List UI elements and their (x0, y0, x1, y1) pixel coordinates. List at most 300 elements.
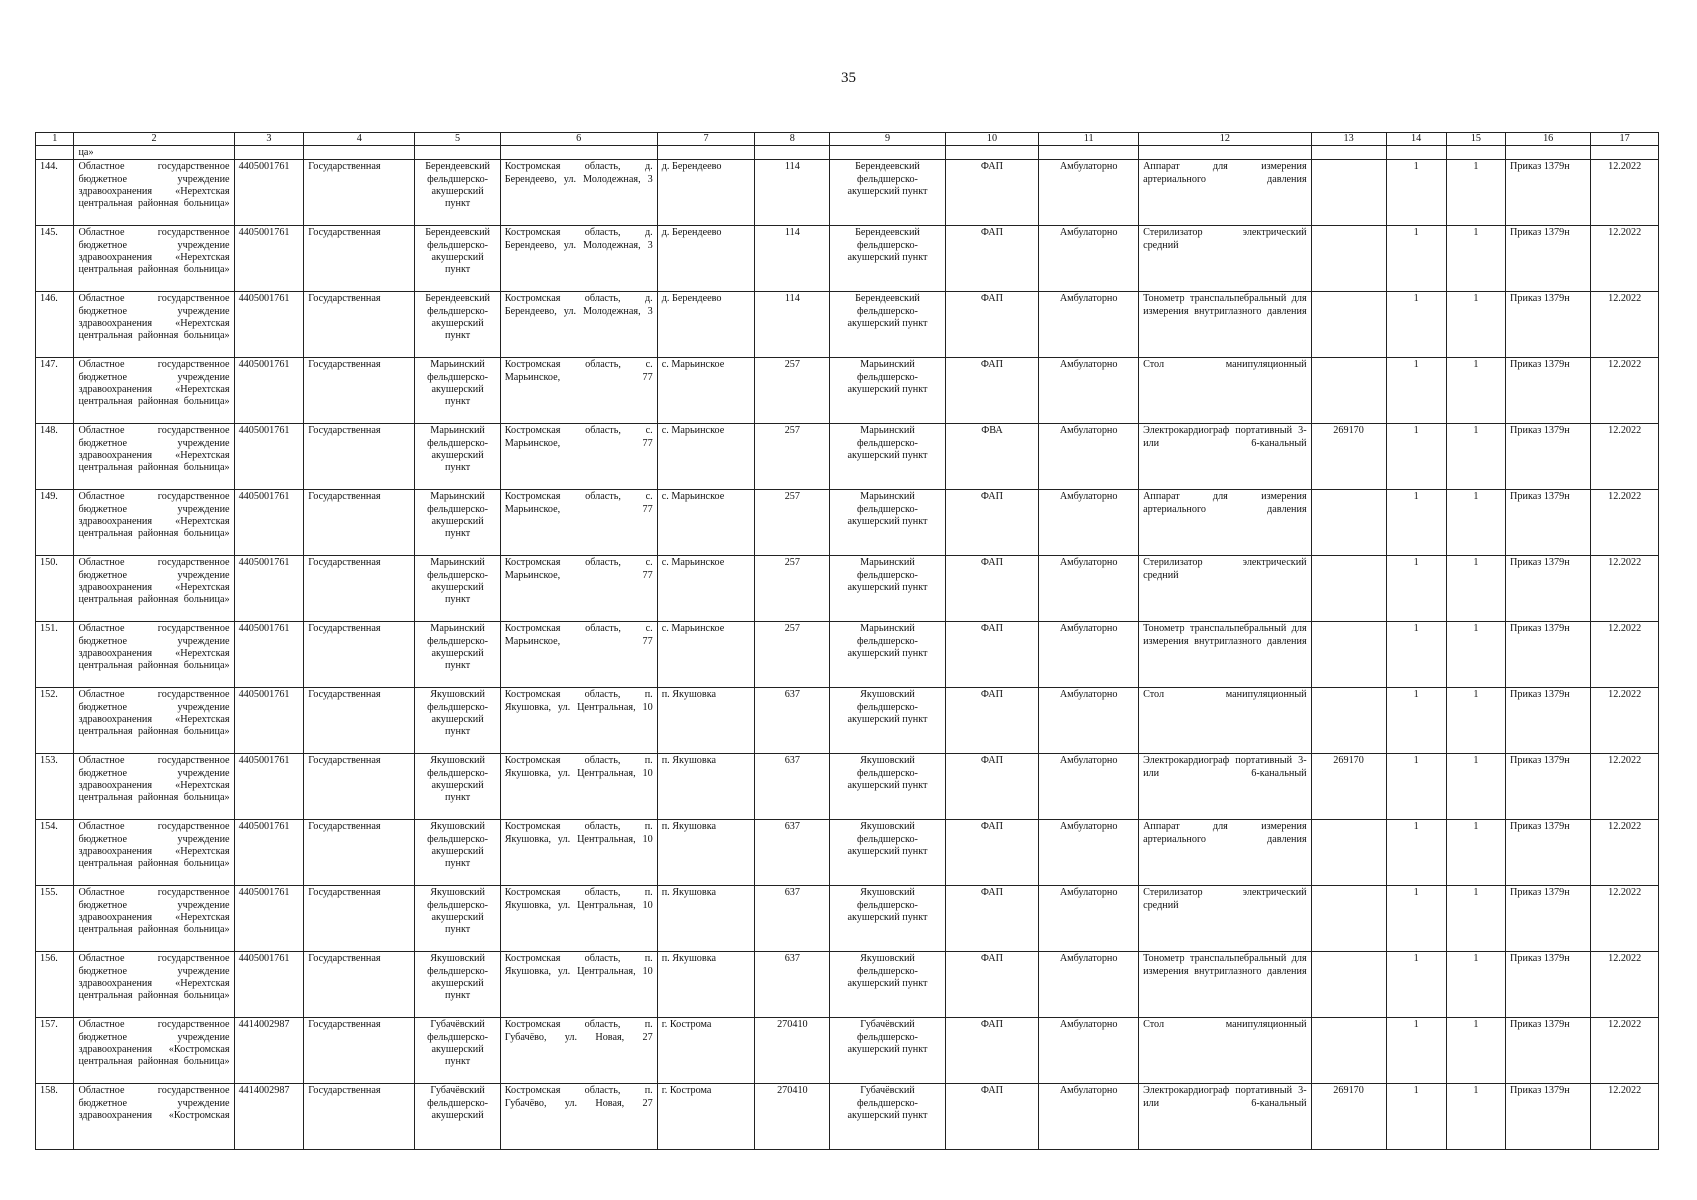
cell-order-ref: Приказ 1379н (1506, 358, 1591, 424)
cell-equipment-name: Аппарат для измерения артериального давления (1139, 160, 1312, 226)
cell-locality: с. Марьинское (657, 622, 755, 688)
cell-empty (415, 146, 500, 160)
cell-structural-unit: Марьинский фельдшерско-акушерский пункт (830, 424, 945, 490)
cell-organization-name: Областное государственное бюджетное учреждение здравоохранения «Нерехтская центральная районная больница» (74, 754, 234, 820)
cell-equipment-code (1311, 556, 1386, 622)
cell-inn: 4405001761 (234, 688, 304, 754)
cell-structural-unit: Губачёвский фельдшерско-акушерский пункт (830, 1084, 945, 1150)
cell-unit-type: ФАП (945, 1018, 1039, 1084)
column-header-15: 15 (1446, 133, 1505, 146)
cell-unit-type: ФАП (945, 358, 1039, 424)
cell-equipment-name: Стерилизатор электрический средний (1139, 226, 1312, 292)
cell-structural-unit: Якушовский фельдшерско-акушерский пункт (830, 820, 945, 886)
cell-inn: 4405001761 (234, 226, 304, 292)
column-number-row (36, 133, 1659, 146)
cell-row-number: 152. (36, 688, 74, 754)
cell-locality: п. Якушовка (657, 688, 755, 754)
cell-unit-type: ФАП (945, 952, 1039, 1018)
column-header-12: 12 (1139, 133, 1312, 146)
cell-inn: 4405001761 (234, 160, 304, 226)
cell-quantity-needed: 1 (1386, 292, 1446, 358)
cell-structural-unit: Марьинский фельдшерско-акушерский пункт (830, 358, 945, 424)
cell-locality: с. Марьинское (657, 556, 755, 622)
table-row (36, 556, 1659, 622)
cell-population: 637 (755, 754, 830, 820)
cell-quantity-needed: 1 (1386, 424, 1446, 490)
table-row (36, 952, 1659, 1018)
cell-equipment-name: Стерилизатор электрический средний (1139, 556, 1312, 622)
cell-locality: г. Кострома (657, 1084, 755, 1150)
cell-date: 12.2022 (1591, 292, 1659, 358)
cell-locality: с. Марьинское (657, 358, 755, 424)
cell-inn: 4405001761 (234, 820, 304, 886)
cell-row-number: 154. (36, 820, 74, 886)
column-header-2: 2 (74, 133, 234, 146)
column-header-4: 4 (304, 133, 415, 146)
cell-equipment-name: Тонометр транспальпебральный для измерения внутриглазного давления (1139, 952, 1312, 1018)
cell-ownership: Государственная (304, 886, 415, 952)
cell-equipment-name: Стерилизатор электрический средний (1139, 886, 1312, 952)
cell-row-number: 147. (36, 358, 74, 424)
cell-unit-name: Марьинский фельдшерско-акушерский пункт (415, 622, 500, 688)
cell-organization-name: Областное государственное бюджетное учреждение здравоохранения «Костромская центральная районная больница» (74, 1018, 234, 1084)
cell-quantity-planned: 1 (1446, 160, 1505, 226)
cell-order-ref: Приказ 1379н (1506, 1084, 1591, 1150)
cell-structural-unit: Берендеевский фельдшерско-акушерский пункт (830, 226, 945, 292)
table-row (36, 226, 1659, 292)
table-row (36, 424, 1659, 490)
cell-organization-name: Областное государственное бюджетное учреждение здравоохранения «Нерехтская центральная районная больница» (74, 622, 234, 688)
cell-locality: с. Марьинское (657, 424, 755, 490)
cell-unit-type: ФАП (945, 886, 1039, 952)
cell-equipment-code (1311, 292, 1386, 358)
cell-equipment-name: Стол манипуляционный (1139, 688, 1312, 754)
cell-organization-name: Областное государственное бюджетное учреждение здравоохранения «Нерехтская центральная районная больница» (74, 556, 234, 622)
cell-population: 270410 (755, 1084, 830, 1150)
cell-row-number: 146. (36, 292, 74, 358)
table-row (36, 160, 1659, 226)
cell-date: 12.2022 (1591, 424, 1659, 490)
cell-quantity-planned: 1 (1446, 424, 1505, 490)
cell-population: 637 (755, 820, 830, 886)
cell-order-ref: Приказ 1379н (1506, 490, 1591, 556)
cell-care-mode: Амбулаторно (1039, 556, 1139, 622)
cell-equipment-name: Тонометр транспальпебральный для измерения внутриглазного давления (1139, 622, 1312, 688)
cell-structural-unit: Якушовский фельдшерско-акушерский пункт (830, 952, 945, 1018)
cell-address: Костромская область, д. Берендеево, ул. Молодежная, 3 (500, 160, 657, 226)
cell-equipment-code (1311, 226, 1386, 292)
cell-organization-name: Областное государственное бюджетное учреждение здравоохранения «Нерехтская центральная районная больница» (74, 820, 234, 886)
cell-quantity-planned: 1 (1446, 688, 1505, 754)
cell-care-mode: Амбулаторно (1039, 160, 1139, 226)
cell-date: 12.2022 (1591, 886, 1659, 952)
cell-row-number: 145. (36, 226, 74, 292)
cell-quantity-needed: 1 (1386, 622, 1446, 688)
column-header-14: 14 (1386, 133, 1446, 146)
cell-empty (234, 146, 304, 160)
column-header-16: 16 (1506, 133, 1591, 146)
cell-unit-name: Якушовский фельдшерско-акушерский пункт (415, 886, 500, 952)
table-body (36, 146, 1659, 1150)
cell-unit-type: ФАП (945, 820, 1039, 886)
cell-population: 257 (755, 490, 830, 556)
cell-unit-type: ФАП (945, 556, 1039, 622)
cell-care-mode: Амбулаторно (1039, 622, 1139, 688)
cell-equipment-code (1311, 952, 1386, 1018)
cell-order-ref: Приказ 1379н (1506, 952, 1591, 1018)
cell-unit-type: ФАП (945, 160, 1039, 226)
cell-row-number: 156. (36, 952, 74, 1018)
cell-empty (500, 146, 657, 160)
cell-address: Костромская область, с. Марьинское, 77 (500, 556, 657, 622)
cell-unit-name: Берендеевский фельдшерско-акушерский пункт (415, 160, 500, 226)
cell-care-mode: Амбулаторно (1039, 820, 1139, 886)
cell-structural-unit: Якушовский фельдшерско-акушерский пункт (830, 754, 945, 820)
cell-locality: д. Берендеево (657, 226, 755, 292)
cell-care-mode: Амбулаторно (1039, 1084, 1139, 1150)
cell-order-ref: Приказ 1379н (1506, 160, 1591, 226)
cell-inn: 4414002987 (234, 1084, 304, 1150)
cell-population: 114 (755, 160, 830, 226)
cell-population: 637 (755, 688, 830, 754)
cell-quantity-needed: 1 (1386, 160, 1446, 226)
column-header-3: 3 (234, 133, 304, 146)
cell-organization-name: Областное государственное бюджетное учреждение здравоохранения «Нерехтская центральная районная больница» (74, 490, 234, 556)
cell-empty (1039, 146, 1139, 160)
cell-inn: 4405001761 (234, 952, 304, 1018)
cell-care-mode: Амбулаторно (1039, 952, 1139, 1018)
table-row (36, 358, 1659, 424)
cell-empty (1446, 146, 1505, 160)
cell-empty (304, 146, 415, 160)
cell-order-ref: Приказ 1379н (1506, 754, 1591, 820)
cell-address: Костромская область, п. Якушовка, ул. Центральная, 10 (500, 820, 657, 886)
cell-inn: 4405001761 (234, 886, 304, 952)
cell-equipment-code (1311, 622, 1386, 688)
cell-unit-type: ФАП (945, 292, 1039, 358)
cell-population: 637 (755, 886, 830, 952)
cell-unit-type: ФВА (945, 424, 1039, 490)
column-header-10: 10 (945, 133, 1039, 146)
cell-continuation-num (36, 146, 74, 160)
cell-quantity-planned: 1 (1446, 292, 1505, 358)
cell-locality: п. Якушовка (657, 952, 755, 1018)
table-row (36, 688, 1659, 754)
cell-unit-name: Берендеевский фельдшерско-акушерский пункт (415, 292, 500, 358)
cell-row-number: 150. (36, 556, 74, 622)
cell-care-mode: Амбулаторно (1039, 424, 1139, 490)
cell-ownership: Государственная (304, 754, 415, 820)
cell-row-number: 149. (36, 490, 74, 556)
cell-population: 257 (755, 358, 830, 424)
cell-date: 12.2022 (1591, 1018, 1659, 1084)
page-number: 35 (841, 70, 856, 86)
cell-quantity-needed: 1 (1386, 952, 1446, 1018)
column-header-6: 6 (500, 133, 657, 146)
cell-quantity-needed: 1 (1386, 556, 1446, 622)
cell-equipment-code: 269170 (1311, 424, 1386, 490)
cell-equipment-name: Тонометр транспальпебральный для измерения внутриглазного давления (1139, 292, 1312, 358)
cell-equipment-name: Аппарат для измерения артериального давления (1139, 490, 1312, 556)
cell-structural-unit: Якушовский фельдшерско-акушерский пункт (830, 688, 945, 754)
cell-care-mode: Амбулаторно (1039, 490, 1139, 556)
cell-address: Костромская область, п. Якушовка, ул. Центральная, 10 (500, 952, 657, 1018)
cell-empty (1386, 146, 1446, 160)
cell-ownership: Государственная (304, 226, 415, 292)
cell-structural-unit: Губачёвский фельдшерско-акушерский пункт (830, 1018, 945, 1084)
cell-ownership: Государственная (304, 622, 415, 688)
cell-quantity-planned: 1 (1446, 358, 1505, 424)
cell-ownership: Государственная (304, 160, 415, 226)
cell-equipment-name: Электрокардиограф портативный 3- или 6-канальный (1139, 424, 1312, 490)
cell-date: 12.2022 (1591, 820, 1659, 886)
column-header-8: 8 (755, 133, 830, 146)
cell-order-ref: Приказ 1379н (1506, 556, 1591, 622)
cell-unit-name: Марьинский фельдшерско-акушерский пункт (415, 424, 500, 490)
cell-unit-name: Губачёвский фельдшерско-акушерский пункт (415, 1018, 500, 1084)
cell-equipment-name: Электрокардиограф портативный 3- или 6-канальный (1139, 1084, 1312, 1150)
cell-unit-type: ФАП (945, 688, 1039, 754)
cell-unit-name: Губачёвский фельдшерско-акушерский (415, 1084, 500, 1150)
cell-equipment-name: Аппарат для измерения артериального давления (1139, 820, 1312, 886)
cell-address: Костромская область, п. Якушовка, ул. Центральная, 10 (500, 886, 657, 952)
cell-equipment-code (1311, 490, 1386, 556)
cell-quantity-planned: 1 (1446, 226, 1505, 292)
cell-empty (1311, 146, 1386, 160)
cell-quantity-planned: 1 (1446, 622, 1505, 688)
cell-unit-type: ФАП (945, 1084, 1039, 1150)
cell-address: Костромская область, с. Марьинское, 77 (500, 358, 657, 424)
cell-locality: п. Якушовка (657, 754, 755, 820)
cell-continuation-org: ца» (74, 146, 234, 160)
cell-inn: 4405001761 (234, 292, 304, 358)
cell-unit-type: ФАП (945, 754, 1039, 820)
cell-locality: д. Берендеево (657, 292, 755, 358)
cell-locality: с. Марьинское (657, 490, 755, 556)
cell-quantity-planned: 1 (1446, 490, 1505, 556)
table-row (36, 622, 1659, 688)
cell-row-number: 153. (36, 754, 74, 820)
cell-empty (755, 146, 830, 160)
cell-ownership: Государственная (304, 358, 415, 424)
table-row (36, 886, 1659, 952)
column-header-9: 9 (830, 133, 945, 146)
cell-inn: 4405001761 (234, 424, 304, 490)
cell-population: 257 (755, 424, 830, 490)
cell-order-ref: Приказ 1379н (1506, 1018, 1591, 1084)
cell-ownership: Государственная (304, 952, 415, 1018)
cell-ownership: Государственная (304, 820, 415, 886)
cell-inn: 4405001761 (234, 622, 304, 688)
cell-quantity-planned: 1 (1446, 952, 1505, 1018)
cell-organization-name: Областное государственное бюджетное учреждение здравоохранения «Нерехтская центральная районная больница» (74, 358, 234, 424)
cell-organization-name: Областное государственное бюджетное учреждение здравоохранения «Нерехтская центральная районная больница» (74, 886, 234, 952)
column-header-1: 1 (36, 133, 74, 146)
cell-order-ref: Приказ 1379н (1506, 424, 1591, 490)
cell-quantity-needed: 1 (1386, 754, 1446, 820)
cell-population: 637 (755, 952, 830, 1018)
cell-equipment-name: Стол манипуляционный (1139, 358, 1312, 424)
cell-quantity-needed: 1 (1386, 358, 1446, 424)
cell-care-mode: Амбулаторно (1039, 1018, 1139, 1084)
cell-unit-type: ФАП (945, 226, 1039, 292)
cell-structural-unit: Марьинский фельдшерско-акушерский пункт (830, 622, 945, 688)
cell-date: 12.2022 (1591, 952, 1659, 1018)
column-header-5: 5 (415, 133, 500, 146)
cell-date: 12.2022 (1591, 556, 1659, 622)
cell-date: 12.2022 (1591, 226, 1659, 292)
cell-unit-name: Берендеевский фельдшерско-акушерский пункт (415, 226, 500, 292)
cell-quantity-planned: 1 (1446, 556, 1505, 622)
table-row (36, 754, 1659, 820)
cell-structural-unit: Якушовский фельдшерско-акушерский пункт (830, 886, 945, 952)
cell-locality: п. Якушовка (657, 820, 755, 886)
cell-row-number: 148. (36, 424, 74, 490)
cell-empty (1139, 146, 1312, 160)
cell-organization-name: Областное государственное бюджетное учреждение здравоохранения «Нерехтская центральная районная больница» (74, 424, 234, 490)
cell-quantity-needed: 1 (1386, 1018, 1446, 1084)
cell-date: 12.2022 (1591, 754, 1659, 820)
cell-population: 114 (755, 292, 830, 358)
cell-care-mode: Амбулаторно (1039, 688, 1139, 754)
table-row (36, 1018, 1659, 1084)
cell-inn: 4405001761 (234, 358, 304, 424)
cell-care-mode: Амбулаторно (1039, 292, 1139, 358)
cell-inn: 4405001761 (234, 556, 304, 622)
cell-care-mode: Амбулаторно (1039, 754, 1139, 820)
cell-equipment-code: 269170 (1311, 1084, 1386, 1150)
cell-locality: д. Берендеево (657, 160, 755, 226)
cell-row-number: 151. (36, 622, 74, 688)
equipment-register-table (35, 132, 1659, 1150)
cell-date: 12.2022 (1591, 160, 1659, 226)
cell-organization-name: Областное государственное бюджетное учреждение здравоохранения «Нерехтская центральная районная больница» (74, 160, 234, 226)
cell-order-ref: Приказ 1379н (1506, 226, 1591, 292)
cell-quantity-planned: 1 (1446, 1084, 1505, 1150)
cell-ownership: Государственная (304, 1018, 415, 1084)
cell-date: 12.2022 (1591, 358, 1659, 424)
cell-date: 12.2022 (1591, 1084, 1659, 1150)
cell-ownership: Государственная (304, 292, 415, 358)
cell-unit-type: ФАП (945, 622, 1039, 688)
cell-quantity-needed: 1 (1386, 886, 1446, 952)
cell-date: 12.2022 (1591, 688, 1659, 754)
cell-equipment-name: Электрокардиограф портативный 3- или 6-канальный (1139, 754, 1312, 820)
cell-structural-unit: Марьинский фельдшерско-акушерский пункт (830, 490, 945, 556)
cell-organization-name: Областное государственное бюджетное учреждение здравоохранения «Нерехтская центральная районная больница» (74, 226, 234, 292)
cell-inn: 4405001761 (234, 754, 304, 820)
table-row (36, 292, 1659, 358)
cell-address: Костромская область, п. Якушовка, ул. Центральная, 10 (500, 754, 657, 820)
cell-equipment-code (1311, 1018, 1386, 1084)
cell-quantity-planned: 1 (1446, 1018, 1505, 1084)
column-header-7: 7 (657, 133, 755, 146)
cell-row-number: 155. (36, 886, 74, 952)
cell-quantity-needed: 1 (1386, 490, 1446, 556)
cell-inn: 4414002987 (234, 1018, 304, 1084)
cell-empty (1506, 146, 1591, 160)
table-row (36, 820, 1659, 886)
cell-organization-name: Областное государственное бюджетное учреждение здравоохранения «Нерехтская центральная районная больница» (74, 688, 234, 754)
cell-order-ref: Приказ 1379н (1506, 622, 1591, 688)
column-header-11: 11 (1039, 133, 1139, 146)
cell-date: 12.2022 (1591, 490, 1659, 556)
cell-equipment-code (1311, 886, 1386, 952)
cell-order-ref: Приказ 1379н (1506, 292, 1591, 358)
cell-order-ref: Приказ 1379н (1506, 886, 1591, 952)
cell-equipment-name: Стол манипуляционный (1139, 1018, 1312, 1084)
cell-ownership: Государственная (304, 490, 415, 556)
cell-population: 270410 (755, 1018, 830, 1084)
cell-row-number: 144. (36, 160, 74, 226)
cell-empty (830, 146, 945, 160)
cell-care-mode: Амбулаторно (1039, 358, 1139, 424)
cell-equipment-code: 269170 (1311, 754, 1386, 820)
cell-unit-name: Марьинский фельдшерско-акушерский пункт (415, 556, 500, 622)
cell-address: Костромская область, д. Берендеево, ул. Молодежная, 3 (500, 292, 657, 358)
cell-structural-unit: Марьинский фельдшерско-акушерский пункт (830, 556, 945, 622)
cell-unit-name: Якушовский фельдшерско-акушерский пункт (415, 820, 500, 886)
cell-quantity-planned: 1 (1446, 886, 1505, 952)
cell-equipment-code (1311, 358, 1386, 424)
cell-locality: п. Якушовка (657, 886, 755, 952)
cell-organization-name: Областное государственное бюджетное учреждение здравоохранения «Нерехтская центральная районная больница» (74, 292, 234, 358)
cell-equipment-code (1311, 688, 1386, 754)
cell-population: 257 (755, 622, 830, 688)
cell-address: Костромская область, д. Берендеево, ул. Молодежная, 3 (500, 226, 657, 292)
cell-structural-unit: Берендеевский фельдшерско-акушерский пункт (830, 160, 945, 226)
cell-unit-name: Марьинский фельдшерско-акушерский пункт (415, 490, 500, 556)
cell-care-mode: Амбулаторно (1039, 886, 1139, 952)
cell-quantity-needed: 1 (1386, 1084, 1446, 1150)
cell-address: Костромская область, п. Якушовка, ул. Центральная, 10 (500, 688, 657, 754)
cell-unit-name: Якушовский фельдшерско-акушерский пункт (415, 688, 500, 754)
cell-inn: 4405001761 (234, 490, 304, 556)
cell-row-number: 158. (36, 1084, 74, 1150)
cell-ownership: Государственная (304, 556, 415, 622)
cell-address: Костромская область, п. Губачёво, ул. Новая, 27 (500, 1018, 657, 1084)
cell-ownership: Государственная (304, 424, 415, 490)
cell-address: Костромская область, п. Губачёво, ул. Новая, 27 (500, 1084, 657, 1150)
cell-address: Костромская область, с. Марьинское, 77 (500, 622, 657, 688)
cell-population: 114 (755, 226, 830, 292)
cell-address: Костромская область, с. Марьинское, 77 (500, 490, 657, 556)
cell-quantity-needed: 1 (1386, 226, 1446, 292)
cell-equipment-code (1311, 820, 1386, 886)
cell-empty (1591, 146, 1659, 160)
cell-quantity-needed: 1 (1386, 688, 1446, 754)
cell-unit-name: Якушовский фельдшерско-акушерский пункт (415, 952, 500, 1018)
cell-ownership: Государственная (304, 688, 415, 754)
table-row (36, 1084, 1659, 1150)
cell-empty (945, 146, 1039, 160)
cell-population: 257 (755, 556, 830, 622)
cell-quantity-planned: 1 (1446, 820, 1505, 886)
cell-unit-type: ФАП (945, 490, 1039, 556)
column-header-13: 13 (1311, 133, 1386, 146)
cell-order-ref: Приказ 1379н (1506, 688, 1591, 754)
cell-locality: г. Кострома (657, 1018, 755, 1084)
cell-unit-name: Якушовский фельдшерско-акушерский пункт (415, 754, 500, 820)
cell-quantity-planned: 1 (1446, 754, 1505, 820)
cell-unit-name: Марьинский фельдшерско-акушерский пункт (415, 358, 500, 424)
column-header-17: 17 (1591, 133, 1659, 146)
table-row (36, 490, 1659, 556)
cell-care-mode: Амбулаторно (1039, 226, 1139, 292)
cell-equipment-code (1311, 160, 1386, 226)
cell-organization-name: Областное государственное бюджетное учреждение здравоохранения «Костромская (74, 1084, 234, 1150)
cell-row-number: 157. (36, 1018, 74, 1084)
